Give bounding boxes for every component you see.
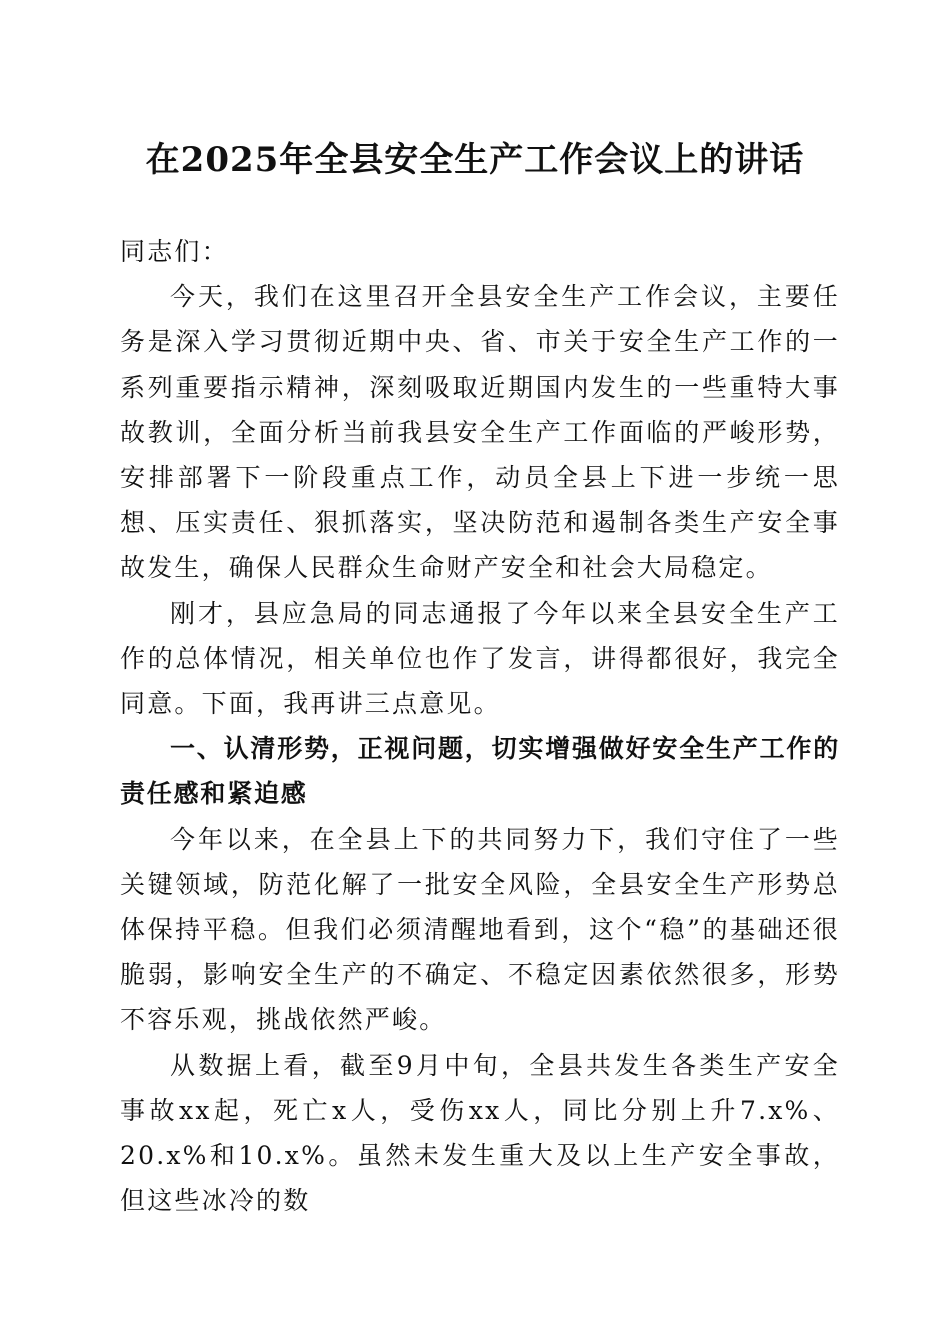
document-title: 在2025年全县安全生产工作会议上的讲话: [145, 140, 805, 180]
paragraph-opening: 今天，我们在这里召开全县安全生产工作会议，主要任务是深入学习贯彻近期中央、省、市关于安全生产工作的一系列重要指示精神，深刻吸取近期国内发生的一些重特大事故教训，全面分析当前我县安全生产工作面临的严峻形势，安排部署下一阶段重点工作，动员全县上下进一步统一思想、压实责任、狠抓落实，坚决防范和遏制各类生产安全事故发生，确保人民群众生命财产安全和社会大局稳定。: [120, 282, 840, 583]
paragraph-statistics: 从数据上看，截至9月中旬，全县共发生各类生产安全事故xx起，死亡x人，受伤xx人，同比分别上升7.x%、20.x%和10.x%。虽然未发生重大及以上生产安全事故，但这些冰冷的数: [120, 1050, 840, 1216]
paragraph-situation: 今年以来，在全县上下的共同努力下，我们守住了一些关键领域，防范化解了一批安全风险，全县安全生产形势总体保持平稳。但我们必须清醒地看到，这个“稳”的基础还很脆弱，影响安全生产的不确定、不稳定因素依然很多，形势不容乐观，挑战依然严峻。: [120, 824, 840, 1035]
section-heading-1: 一、认清形势，正视问题，切实增强做好安全生产工作的责任感和紧迫感: [120, 734, 841, 809]
paragraph-transition: 刚才，县应急局的同志通报了今年以来全县安全生产工作的总体情况，相关单位也作了发言，讲得都很好，我完全同意。下面，我再讲三点意见。: [120, 598, 840, 719]
document-body: [120, 229, 840, 1223]
salutation: 同志们：: [120, 237, 229, 266]
